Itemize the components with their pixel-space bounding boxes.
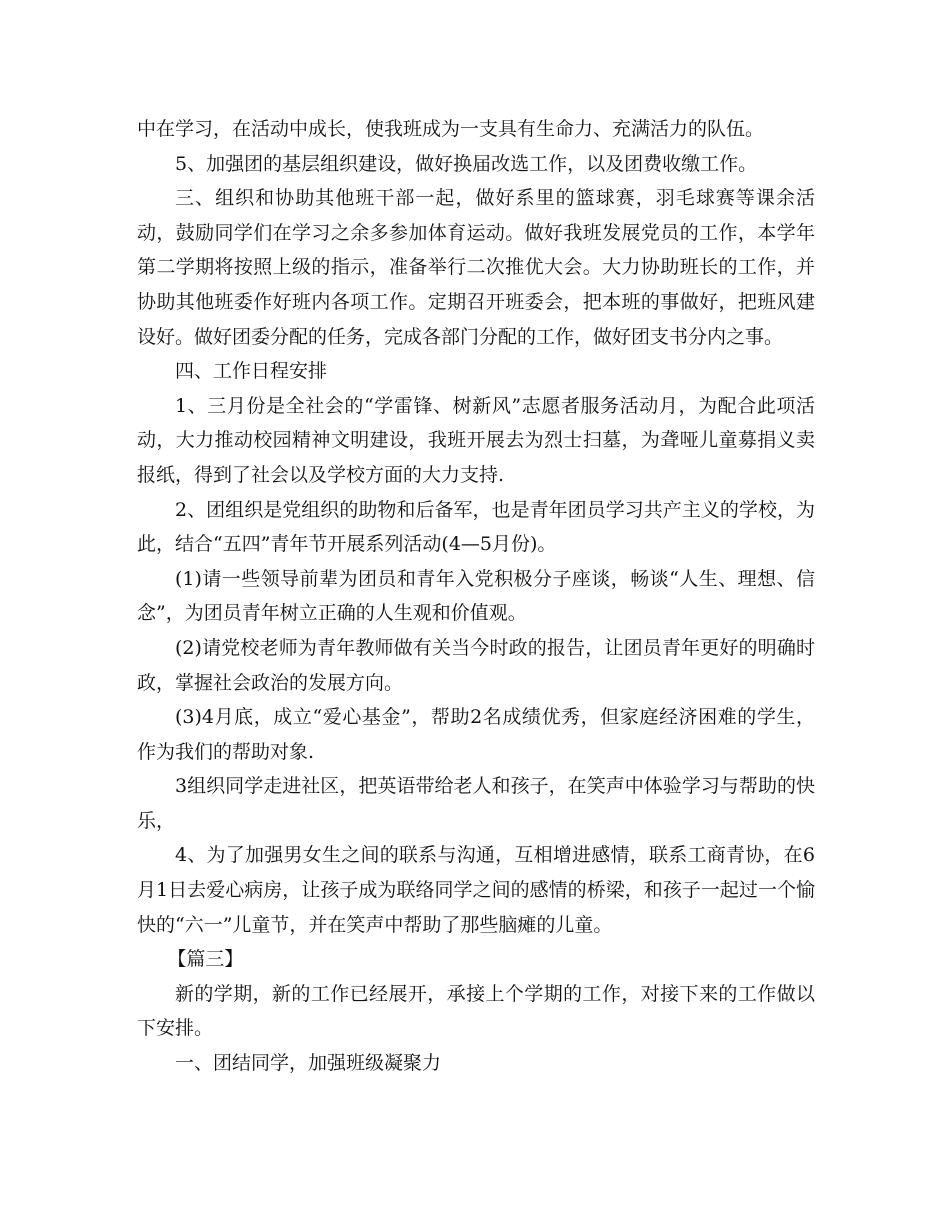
- paragraph-sub-2: (2)请党校老师为青年教师做有关当今时政的报告，让团员青年更好的明确时政，掌握社会政治的发展方向。: [137, 636, 815, 694]
- paragraph-schedule-1: 1、三月份是全社会的“学雷锋、树新风”志愿者服务活动月，为配合此项活动，大力推动校园精神文明建设，我班开展去为烈士扫墓，为聋哑儿童募捐义卖报纸，得到了社会以及学校方面的大力支持.: [137, 394, 815, 486]
- paragraph-schedule-4: 4、为了加强男女生之间的联系与沟通，互相增进感情，联系工商青协，在6月1日去爱心病房，让孩子成为联络同学之间的感情的桥梁，和孩子一起过一个愉快的“六一”儿童节，并在笑声中帮助了那些脑瘫的儿童。: [137, 844, 815, 936]
- document-body: [137, 112, 815, 1081]
- heading-schedule: 四、工作日程安排: [175, 360, 328, 383]
- paragraph-sub-1: (1)请一些领导前辈为团员和青年入党积极分子座谈，畅谈“人生、理想、信念”，为团员青年树立正确的人生观和价值观。: [137, 567, 815, 625]
- paragraph-continuation: 中在学习，在活动中成长，使我班成为一支具有生命力、充满活力的队伍。: [137, 118, 765, 140]
- paragraph-sub-3: (3)4月底，成立“爱心基金”，帮助2名成绩优秀，但家庭经济困难的学生，作为我们的帮助对象.: [137, 706, 815, 763]
- section-heading-part3: 【篇三】: [167, 948, 244, 971]
- heading-unite-classmates: 一、团结同学，加强班级凝聚力: [175, 1052, 442, 1075]
- paragraph-intro-part3: 新的学期，新的工作已经展开，承接上个学期的工作，对接下来的工作做以下安排。: [137, 982, 815, 1040]
- paragraph-schedule-2: 2、团组织是党组织的助物和后备军，也是青年团员学习共产主义的学校，为此，结合“五四”青年节开展系列活动(4—5月份)。: [137, 498, 815, 556]
- paragraph-schedule-3: 3组织同学走进社区，把英语带给老人和孩子，在笑声中体验学习与帮助的快乐，: [137, 775, 815, 832]
- paragraph-item-5: 5、加强团的基层组织建设，做好换届改选工作，以及团费收缴工作。: [175, 152, 758, 175]
- paragraph-section-3: 三、组织和协助其他班干部一起，做好系里的篮球赛，羽毛球赛等课余活动，鼓励同学们在学习之余多参加体育运动。做好我班发展党员的工作，本学年第二学期将按照上级的指示，准备举行二次推优大会。大力协助班长的工作，并协助其他班委作好班内各项工作。定期召开班委会，把本班的事做好，把班风建设好。做好团委分配的任务，完成各部门分配的工作，做好团支书分内之事。: [137, 187, 815, 348]
